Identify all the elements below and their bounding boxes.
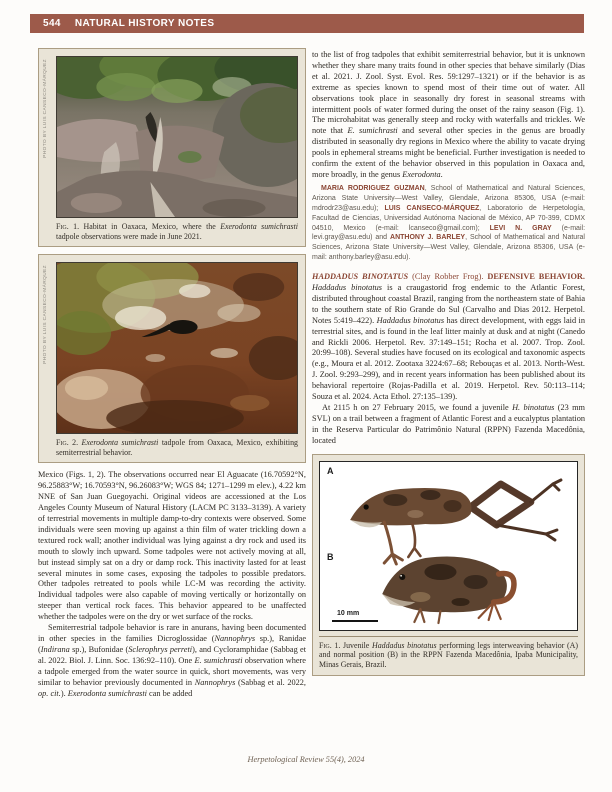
tadpole-figure xyxy=(38,254,306,463)
panel-b-label: B xyxy=(327,551,334,562)
body-paragraph: At 2115 h on 27 February 2015, we found a juvenile H. binotatus (23 mm SVL) on a trail between a fragment of Atlantic Forest and a eucalyptus plantation in the Reserva Particular do Patrimônio Natural (RPPN) Fazenda Macedônia, located xyxy=(312,403,585,445)
habitat-photo-illustration xyxy=(57,57,297,217)
panel-a-label: A xyxy=(327,465,334,476)
section-title: NATURAL HISTORY NOTES xyxy=(74,18,215,29)
page-number: 544 xyxy=(43,18,61,29)
page-footer: Herpetological Review 55(4), 2024 xyxy=(247,755,365,764)
body-paragraph: Semiterrestrial tadpole behavior is rare in anurans, having been documented in other species in the families Dicroglossidae (Nannophrys sp.), Ranidae (Indirana sp.), Bufonidae (Sclerophrys perreti), and Cycloramphidae (Sabbag et al. 2022. Biol. J. Linn. Soc. 136:92–110). One E. sumichrasti observation where a tadpole emerged from the water source in quick, short movements, was very similar to behavior previously documented in Nannophrys (Sabbag et al. 2022, op. cit.). Exerodonta sumichrasti can be added xyxy=(38,623,307,698)
photo-credit: PHOTO BY LUIS CANSECO-MÁRQUEZ xyxy=(43,59,48,158)
species-account-paragraph: HADDADUS BINOTATUS (Clay Robber Frog). DEFENSIVE BEHAVIOR. Haddadus binotatus is a craugastorid frog endemic to the Atlantic Forest, distributed throughout coastal Brazil, ranging from the northeastern state of Bahia to the southern state of Rio Grande do Sul (Carvalho and Dias 2012. Herpetol. Notes 5:419–422). Haddadus binotatus has direct development, with eggs laid in terrestrial sites, and is found in the leaf litter mainly at dusk and at night (Canedo and Rickli 2006. Herpetol. Rev. 37:149–151; Rocha et al. 2007. Trop. Zool. 20:99–108). Several studies have focused on its ecological and taxonomic aspects (e.g., Moura et al. 2012. Zootaxa 3224:67–68; Rebouças et al. 2013. North-West. J. Zool. 9:293–299), and in recent years information has been published about its behavioral repertoire (Rojas-Padilla et al. 2019. Herpetol. Rev. 50:113–114; Souza et al. 2024. Acta Ethol. 27:135–139). xyxy=(312,272,586,402)
frog-photo xyxy=(319,461,578,631)
frog-figure xyxy=(312,454,585,677)
left-column xyxy=(38,48,306,699)
page-header xyxy=(30,14,584,33)
habitat-figure xyxy=(38,48,306,247)
photo-credit: PHOTO BY LUIS CANSECO-MÁRQUEZ xyxy=(43,265,48,365)
scale-bar xyxy=(332,620,378,622)
scale-label: 10 mm xyxy=(337,609,360,617)
right-column xyxy=(312,50,585,683)
frog-photo-illustration xyxy=(320,462,577,630)
frog-figure-caption: Fig. 1. Juvenile Haddadus binotatus performing legs interweaving behavior (A) and normal position (B) in the RPPN Fazenda Macedônia, Ipaba Municipality, Minas Gerais, Brazil. xyxy=(319,636,578,670)
author-block: MARIA RODRIGUEZ GUZMAN, School of Mathematical and Natural Sciences, Arizona State University—West Valley, Glendale, Arizona 85306, USA (e-mail: mdrodr23@asu.edu); LUIS CANSECO-MÁRQUEZ, Laboratorio de Herpetología, Facultad de Ciencias, Universidad Autónoma Nacional de México, AP 70-399, CDMX 04510, Mexico (e-mail: lcanseco@gmail.com); LEVI N. GRAY (e-mail: levi.gray@asu.edu) and ANTHONY J. BARLEY, School of Mathematical and Natural Sciences, Arizona State University—West Valley, Glendale, Arizona 85306, USA (e-mail: anthony.barley@asu.edu). xyxy=(312,184,586,262)
habitat-figure-caption: Fig. 1. Habitat in Oaxaca, Mexico, where the Exerodonta sumichrasti tadpole observations were made in June 2021. xyxy=(56,222,298,241)
habitat-photo xyxy=(56,56,298,218)
body-paragraph: to the list of frog tadpoles that exhibit semiterrestrial behavior, but it is unknown whether they share many traits found in other species that behave similarly (Dias et al. 2021. J. Zool. Syst. Evol. Res. 59:1297–1321) or if the behavior is as extreme as species known to spend most of their time out of water. All observations took place in seasonally dry forest in seasonal streams with intermittent pools of water formed during the onset of the rainy season (Fig. 1). The microhabitat was generally steep and rocky with waterfalls and trickles. We note that E. sumichrasti and several other species in the genus are broadly distributed in seasonally dry regions in Mexico where the ability to vacate drying pools in ephemeral streams might be beneficial. Further investigation is needed to confirm the extent of the behavior observed in this population in Oaxaca and, more broadly, in the genus Exerodonta. xyxy=(312,50,585,179)
tadpole-figure-caption: Fig. 2. Exerodonta sumichrasti tadpole from Oaxaca, Mexico, exhibiting semiterrestrial behavior. xyxy=(56,438,298,457)
body-paragraph: Mexico (Figs. 1, 2). The observations occurred near El Aguacate (16.70592°N, 96.25883°W; 16.70593°N, 96.26083°W; WGS 84; 1271–1299 m elev.), 4.22 km NNE of San Juan Guegoyachi. Original videos are accessioned at the Los Angeles County Museum of Natural History (LACM PC 3133–3139). A variety of terrestrial movements in multiple damp-to-dry contexts were observed. Some individuals were seen moving up against a thin film of water trickling down a textured rock wall; another individual was lying against a dry rock and used its mouth to slowly inch upward. Some tadpoles were not actively moving at all, but instead simply sat on a dry or damp rock. This inactivity lasted for at least several minutes in some cases, exposing the tadpoles to possible predators. Other tadpoles retreated to pools while LC-M was recording the activity. Individual tadpoles were also capable of moving vertically or horizontally on steeper than vertical rock faces. This behavior appeared to be unaffected whether the tadpoles were on the dry or wet surface of the rocks. xyxy=(38,470,306,622)
tadpole-photo-illustration xyxy=(57,263,297,433)
tadpole-photo xyxy=(56,262,298,434)
